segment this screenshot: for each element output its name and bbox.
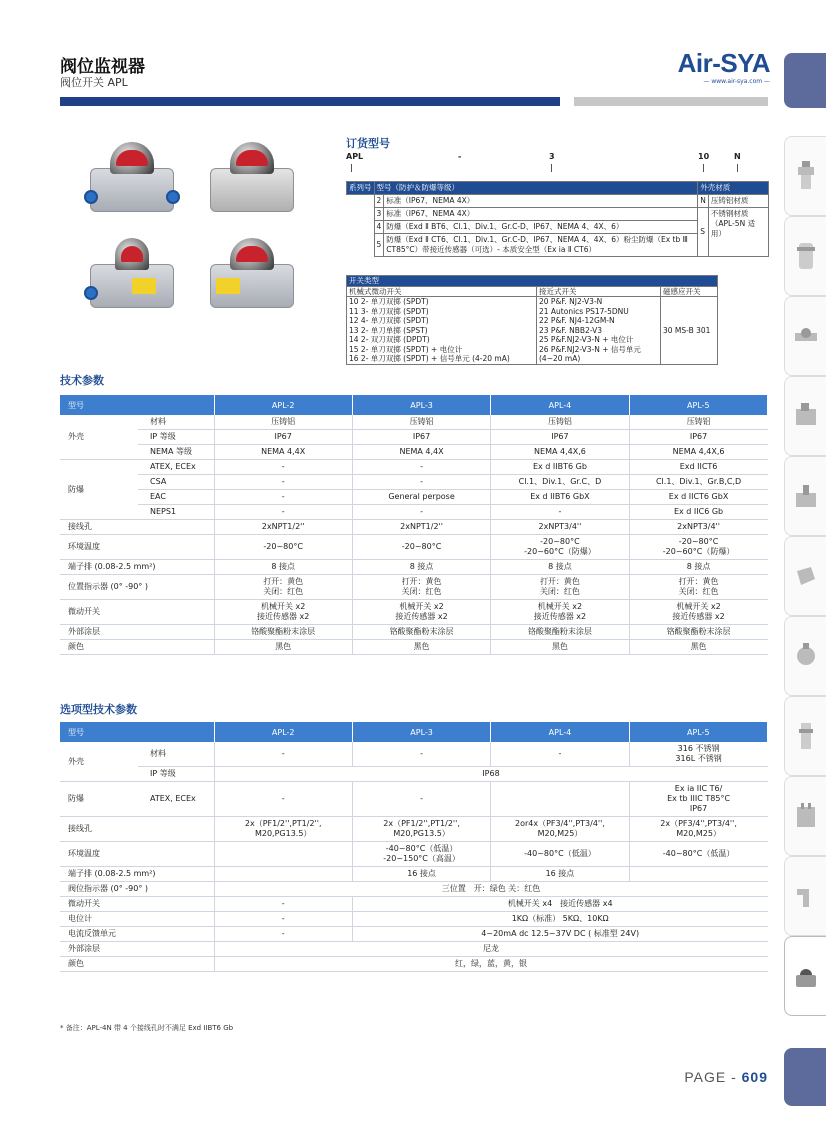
col-apl-2: APL-2 [214, 722, 352, 742]
header-bar-blue [60, 97, 560, 106]
cell: -40~80°C（低温） [629, 842, 767, 867]
cell: NEMA 4,4X [214, 445, 352, 460]
row-coating: 外部涂层 [60, 942, 214, 957]
model-code: 4 [374, 221, 384, 234]
page-number [684, 1069, 768, 1085]
rail-item-positioner[interactable] [784, 616, 826, 696]
product-photo-4 [202, 232, 302, 312]
prox-item: 21 Autonics PS17-5DNU [539, 306, 629, 316]
col-apl-4: APL-4 [491, 395, 629, 415]
prox-item: 22 P&F. NJ4-12GM-N [539, 316, 615, 325]
page-subtitle: 阀位开关 APL [60, 76, 128, 89]
fitting-icon [793, 319, 819, 353]
cell: -40~80°C（低温） [491, 842, 629, 867]
cell: -20~80°C [352, 535, 490, 560]
cell: - [491, 505, 629, 520]
cell: 316 不锈钢 316L 不锈钢 [629, 742, 767, 767]
option-spec-table [60, 722, 768, 972]
category-side-rail [784, 136, 826, 1022]
cell: 铬酸聚酯粉末涂层 [214, 625, 352, 640]
row-label: 材料 [138, 415, 214, 430]
cell: 8 接点 [352, 560, 490, 575]
cell: 机械开关 x4 接近传感器 x4 [352, 897, 767, 912]
cell: Ex ia IIC T6/ Ex tb IIIC T85°C IP67 [629, 782, 767, 817]
prox-item: 25 P&F.NJ2-V3-N + 电位计 [539, 335, 634, 344]
row-label: 位置指示器 (0° -90° ) [60, 575, 214, 600]
model-desc: 防爆（Exd Ⅱ BT6、Cl.1、Div.1、Gr.C-D、IP67、NEMA 4、4X、6） [384, 221, 698, 234]
row-pot: 电位计 [60, 912, 214, 927]
page-number-value: 609 [741, 1069, 768, 1085]
rail-item-actuator[interactable] [784, 456, 826, 536]
row-feedback: 电流反馈单元 [60, 927, 214, 942]
cell: Ex d IIBT6 GbX [491, 490, 629, 505]
cell: 压铸铝 [629, 415, 767, 430]
housing-code: S [698, 208, 709, 257]
row-color: 颜色 [60, 957, 214, 972]
cell: IP67 [352, 430, 490, 445]
rail-item-filter[interactable] [784, 136, 826, 216]
spec-table [60, 395, 768, 655]
rail-item-manifold[interactable] [784, 776, 826, 856]
cell: 压铸铝 [352, 415, 490, 430]
order-model-table [346, 181, 769, 257]
cell: 4~20mA dc 12.5~37V DC ( 标准型 24V) [352, 927, 767, 942]
mag-switch: 30 MS-B 301 [661, 297, 718, 365]
row-label: IP 等级 [138, 430, 214, 445]
housing-name: 不锈钢材质（APL-5N 适用） [708, 208, 768, 257]
cell: 红，绿，蓝，黄，银 [214, 957, 768, 972]
prox-item: (4~20 mA) [539, 354, 581, 363]
cell: 16 接点 [491, 867, 629, 882]
cell: 铬酸聚酯粉末涂层 [629, 625, 767, 640]
cell: 黑色 [214, 640, 352, 655]
switch-col-mech: 机械式微动开关 [347, 286, 537, 297]
row-label: 接线孔 [60, 520, 214, 535]
row-indicator: 阀位指示器 (0° -90° ) [60, 882, 214, 897]
cell: -20~80°C [214, 535, 352, 560]
cell: 2or4x（PF3/4'',PT3/4'', M20,M25） [491, 817, 629, 842]
cell: - [214, 460, 352, 475]
cell: Ex d IIC6 Gb [629, 505, 767, 520]
positioner-icon [793, 639, 819, 673]
model-code: 3 [374, 208, 384, 221]
cell: 打开：黄色 关闭：红色 [491, 575, 629, 600]
product-photo-1 [82, 136, 182, 216]
mech-item: 16 2- 单刀双掷 (SPDT) + 信号单元 (4-20 mA) [349, 354, 510, 363]
rail-item-limit-switch[interactable] [784, 936, 826, 1016]
cell: - [214, 897, 352, 912]
cell: 黑色 [629, 640, 767, 655]
col-housing: 外壳材质 [698, 182, 769, 195]
cell: General perpose [352, 490, 490, 505]
rail-item-regulator[interactable] [784, 216, 826, 296]
cell: -40~80°C（低温） -20~150°C（高温） [352, 842, 490, 867]
col-apl-5: APL-5 [629, 395, 767, 415]
code-model: 3 [549, 152, 555, 161]
code-switch: 10 [698, 152, 710, 161]
model-code: 5 [374, 234, 384, 257]
order-code-row [346, 152, 746, 164]
col-apl-3: APL-3 [352, 722, 490, 742]
col-model: 型号（防护＆防爆等级） [374, 182, 698, 195]
col-apl-4: APL-4 [491, 722, 629, 742]
page-title: 阀位监视器 [60, 57, 145, 77]
cell: - [214, 505, 352, 520]
col-model: 型号 [60, 395, 214, 415]
row-label: 颜色 [60, 640, 214, 655]
cell: 2xNPT3/4'' [629, 520, 767, 535]
brand-name: Air-SYA [677, 48, 770, 78]
rail-item-elbow[interactable] [784, 856, 826, 936]
page-label: PAGE - [684, 1069, 742, 1085]
prox-item: 23 P&F. NBB2-V3 [539, 325, 603, 335]
cell: - [352, 475, 490, 490]
switch-col-prox: 接近式开关 [537, 286, 661, 297]
prox-item: 20 P&F. NJ2-V3-N [539, 297, 603, 306]
cell: Ex d IIBT6 Gb [491, 460, 629, 475]
cell: 三位置 开：绿色 关：红色 [214, 882, 768, 897]
row-temp: 环境温度 [60, 842, 214, 867]
cell: -20~80°C -20~60°C（防爆） [629, 535, 767, 560]
option-spec-section-title: 选项型技术参数 [60, 703, 137, 716]
product-photo-3 [82, 232, 182, 312]
row-material: 材料 [138, 742, 214, 767]
row-group: 防爆 [60, 460, 138, 520]
prox-switch-list [537, 297, 661, 365]
col-model: 型号 [60, 722, 214, 742]
cell: IP67 [491, 430, 629, 445]
cell: - [352, 505, 490, 520]
cell: 2xNPT3/4'' [491, 520, 629, 535]
row-label: ATEX, ECEx [138, 460, 214, 475]
cell: - [214, 782, 352, 817]
housing-code: N [698, 195, 709, 208]
cell: 黑色 [491, 640, 629, 655]
row-micro: 微动开关 [60, 897, 214, 912]
mech-item: 14 2- 双刀双掷 (DPDT) [349, 335, 430, 344]
model-desc: 标准（IP67、NEMA 4X） [384, 195, 698, 208]
row-label: 外部涂层 [60, 625, 214, 640]
cell: 2x（PF1/2'',PT1/2'', M20,PG13.5） [214, 817, 352, 842]
cell: 压铸铝 [214, 415, 352, 430]
model-desc: 标准（IP67、NEMA 4X） [384, 208, 698, 221]
cell: Ex d IICT6 GbX [629, 490, 767, 505]
switch-type-table [346, 275, 718, 365]
cell: 2xNPT1/2'' [352, 520, 490, 535]
code-housing: N [734, 152, 741, 161]
product-photos [72, 136, 322, 336]
solenoid-icon [793, 559, 819, 593]
cell: 8 接点 [629, 560, 767, 575]
rail-item-cylinder[interactable] [784, 696, 826, 776]
rail-item-solenoid[interactable] [784, 536, 826, 616]
row-label: NEMA 等级 [138, 445, 214, 460]
cell: - [352, 460, 490, 475]
cell: 压铸铝 [491, 415, 629, 430]
cell: - [491, 742, 629, 767]
cell: NEMA 4,4X [352, 445, 490, 460]
mech-item: 11 3- 单刀双掷 (SPDT) [349, 306, 429, 316]
row-label: 端子排 (0.08-2.5 mm²) [60, 560, 214, 575]
row-conduit: 接线孔 [60, 817, 214, 842]
code-series: APL [346, 152, 364, 161]
mech-item: 10 2- 单刀双掷 (SPDT) [349, 297, 429, 306]
cell: 2x（PF1/2'',PT1/2'', M20,PG13.5） [352, 817, 490, 842]
footnote: * 备注：APL-4N 带 4 个接线孔时不满足 Exd IIBT6 Gb [60, 1024, 234, 1032]
switch-col-mag: 磁感应开关 [661, 286, 718, 297]
col-apl-2: APL-2 [214, 395, 352, 415]
cell: - [214, 927, 352, 942]
cell: 2xNPT1/2'' [214, 520, 352, 535]
row-housing: 外壳 [60, 742, 138, 782]
model-code: 2 [374, 195, 384, 208]
cell: 铬酸聚酯粉末涂层 [491, 625, 629, 640]
header-bar-grey [574, 97, 768, 106]
cell: 2x（PF3/4'',PT3/4'', M20,M25） [629, 817, 767, 842]
cell: NEMA 4,4X,6 [629, 445, 767, 460]
row-label: NEPS1 [138, 505, 214, 520]
cell: 机械开关 x2 接近传感器 x2 [352, 600, 490, 625]
col-apl-3: APL-3 [352, 395, 490, 415]
row-ex: 防爆 [60, 782, 138, 817]
model-desc: 防爆（Exd Ⅱ CT6、Cl.1、Div.1、Gr.C-D、IP67、NEMA 4、4X、6）粉尘防爆（Ex tb Ⅲ CT85°C）带接近传感器（可选）- 本质安全型（Ex ia Ⅱ CT6） [384, 234, 698, 257]
cell: 机械开关 x2 接近传感器 x2 [491, 600, 629, 625]
col-series: 系列号 [347, 182, 375, 195]
row-label: CSA [138, 475, 214, 490]
cell: IP67 [214, 430, 352, 445]
spec-section-title: 技术参数 [60, 374, 104, 387]
rail-item-fitting[interactable] [784, 296, 826, 376]
col-apl-5: APL-5 [629, 722, 767, 742]
housing-name: 压铸铝材质 [708, 195, 768, 208]
mech-switch-list [347, 297, 537, 365]
cell: 黑色 [352, 640, 490, 655]
manifold-icon [793, 799, 819, 833]
brand-url: — www.air-sya.com — [703, 78, 770, 85]
cell: NEMA 4,4X,6 [491, 445, 629, 460]
rail-item-valve[interactable] [784, 376, 826, 456]
row-label: 环境温度 [60, 535, 214, 560]
cell: - [214, 742, 352, 767]
side-tab-bottom[interactable] [784, 1048, 826, 1106]
switch-title: 开关类型 [347, 276, 718, 287]
code-dash: - [458, 152, 462, 161]
cell: 8 接点 [214, 560, 352, 575]
row-group: 外壳 [60, 415, 138, 460]
row-label: 微动开关 [60, 600, 214, 625]
side-tab-top[interactable] [784, 53, 826, 108]
regulator-icon [793, 239, 819, 273]
mech-item: 13 2- 单刀单掷 (SPST) [349, 325, 428, 335]
cell: 机械开关 x2 接近传感器 x2 [214, 600, 352, 625]
actuator-icon [793, 479, 819, 513]
elbow-icon [793, 879, 819, 913]
mech-item: 12 4- 单刀双掷 (SPDT) [349, 316, 429, 325]
cell: - [352, 742, 490, 767]
cell: - [214, 490, 352, 505]
cylinder-icon [793, 719, 819, 753]
cell: 打开：黄色 关闭：红色 [214, 575, 352, 600]
cell: -20~80°C -20~60°C（防爆） [491, 535, 629, 560]
cell: 机械开关 x2 接近传感器 x2 [629, 600, 767, 625]
cell: Cl.1、Div.1、Gr.C、D [491, 475, 629, 490]
cell: IP68 [214, 767, 768, 782]
cell: 打开：黄色 关闭：红色 [352, 575, 490, 600]
cell: Exd IICT6 [629, 460, 767, 475]
row-ex-sub: ATEX, ECEx [138, 782, 214, 817]
valve-icon [793, 399, 819, 433]
limit-switch-icon [793, 959, 819, 993]
order-code-title: 订货型号 [346, 137, 390, 150]
mech-item: 15 2- 单刀双掷 (SPDT) + 电位计 [349, 344, 463, 354]
cell: IP67 [629, 430, 767, 445]
cell: - [214, 475, 352, 490]
row-ip: IP 等级 [138, 767, 214, 782]
cell: 1KΩ（标准） 5KΩ、10KΩ [352, 912, 767, 927]
cell: - [352, 782, 490, 817]
cell: Cl.1、Div.1、Gr.B,C,D [629, 475, 767, 490]
cell: 16 接点 [352, 867, 490, 882]
product-photo-2 [202, 136, 302, 216]
brand-logo [672, 50, 770, 85]
cell: 8 接点 [491, 560, 629, 575]
cell: 打开：黄色 关闭：红色 [629, 575, 767, 600]
filter-icon [793, 159, 819, 193]
row-terminal: 端子排 (0.08-2.5 mm²) [60, 867, 214, 882]
prox-item: 26 P&F.NJ2-V3-N + 信号单元 [539, 344, 641, 354]
cell: 铬酸聚酯粉末涂层 [352, 625, 490, 640]
row-label: EAC [138, 490, 214, 505]
cell: 尼龙 [214, 942, 768, 957]
cell: - [214, 912, 352, 927]
